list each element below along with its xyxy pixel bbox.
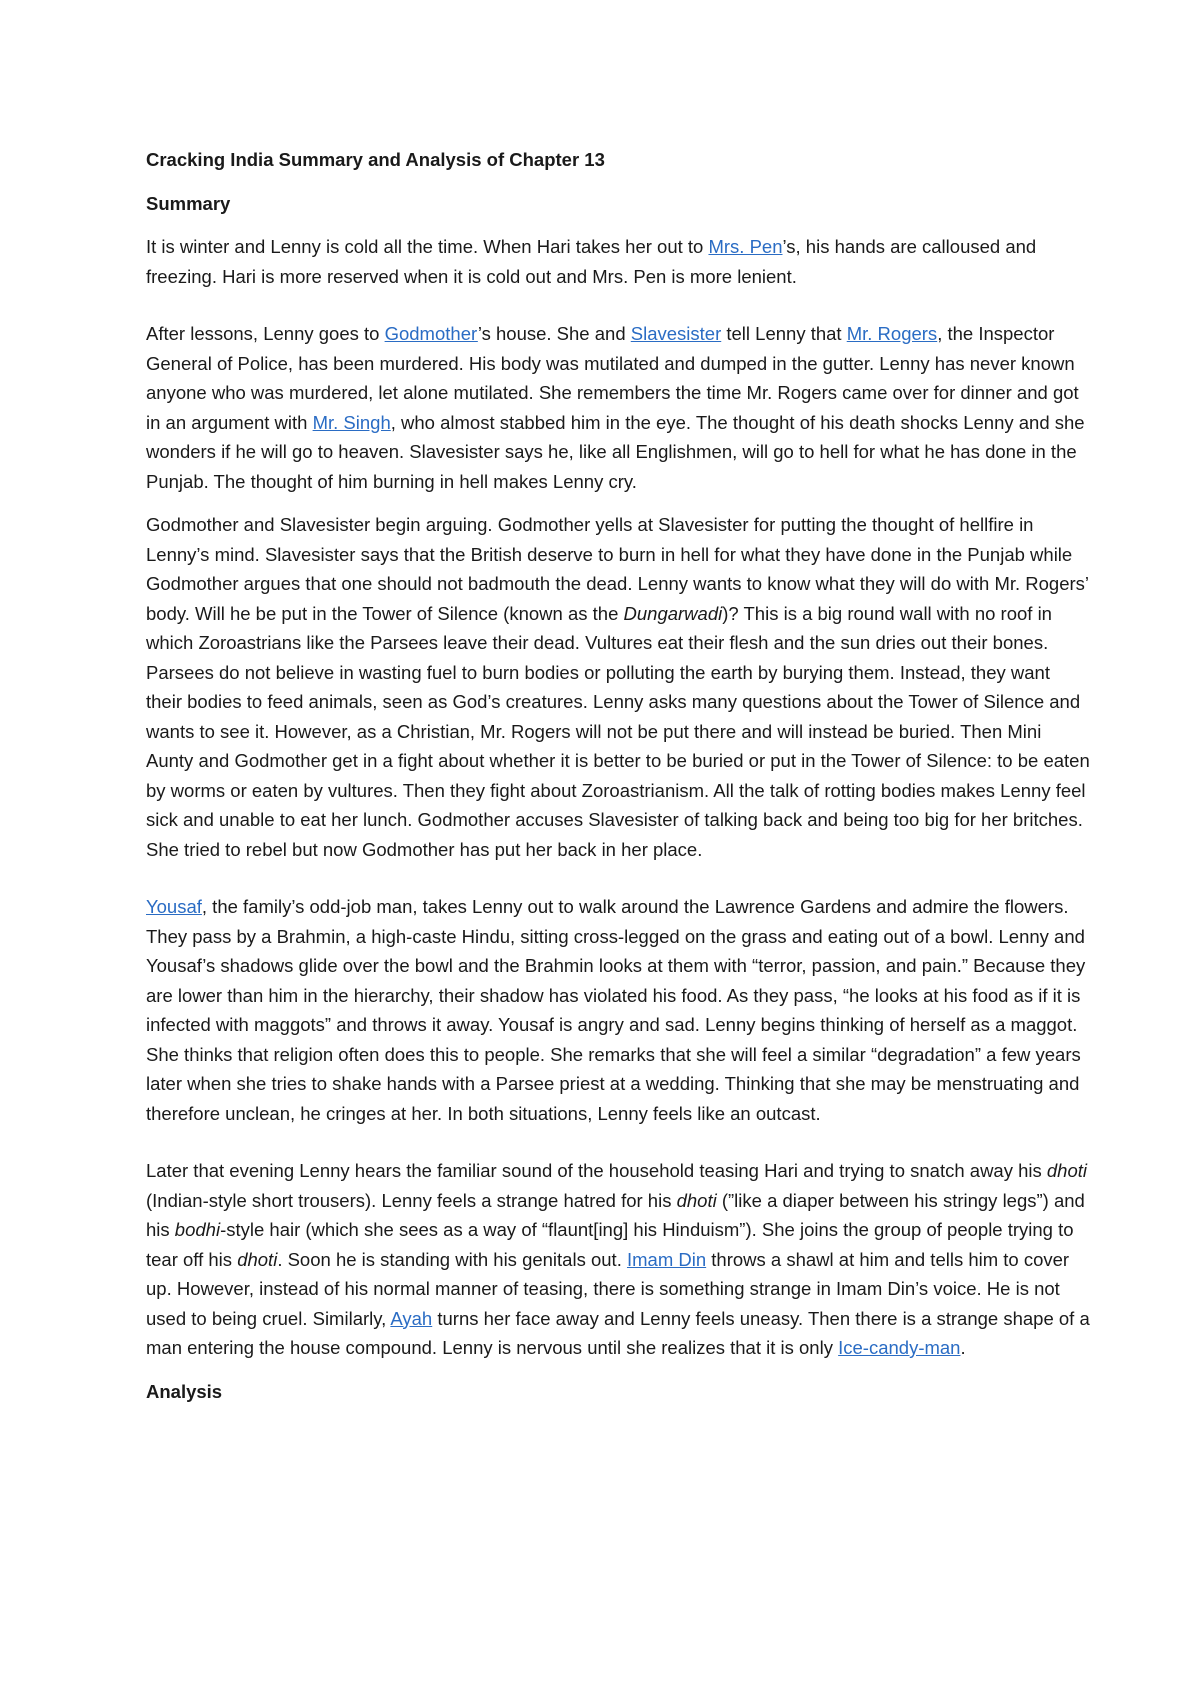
link-mr-rogers[interactable]: Mr. Rogers	[846, 323, 938, 344]
text-run: )? This is a big round wall with no roof in which Zoroastrians like the Parsees leave their dead. Vultures eat their flesh and the sun dries out their bones. Parsees do not believe in wasting fuel to burn bodies or polluting the earth by burying them. Instead, they want their bodies to feed animals, seen as God’s creatures. Lenny asks many questions about the Tower of Silence and wants to see it. However, as a Christian, Mr. Rogers will not be put there and will instead be buried. Then Mini Aunty and Godmother get in a fight about whether it is better to be buried or put in the Tower of Silence: to be eaten by worms or eaten by vultures. Then they fight about Zoroastrianism. All the talk of rotting bodies makes Lenny feel sick and unable to eat her lunch. Godmother accuses Slavesister of talking back and being too big for her britches. She tried to rebel but now Godmother has put her back in her place.	[146, 602, 1090, 860]
italic-term: bodhi	[174, 1219, 221, 1240]
paragraph-1	[146, 232, 1090, 291]
document-title: Cracking India Summary and Analysis of Chapter 13	[146, 149, 605, 170]
link-ice-candy-man[interactable]: Ice-candy-man	[838, 1337, 961, 1358]
italic-term: dhoti	[237, 1248, 278, 1270]
link-mrs-pen[interactable]: Mrs. Pen	[708, 236, 783, 257]
text-run: (”like a diaper between his stringy legs”) and his	[146, 1189, 1085, 1240]
italic-term: dhoti	[676, 1189, 717, 1211]
text-run: throws a shawl at him and tells him to cover up. However, instead of his normal manner of teasing, there is something strange in Imam Din’s voice. He is not used to being cruel. Similarly,	[146, 1248, 1070, 1329]
paragraph-2	[146, 319, 1090, 496]
text-run: , the family’s odd-job man, takes Lenny out to walk around the Lawrence Gardens and admire the flowers. They pass by a Brahmin, a high-caste Hindu, sitting cross-legged on the grass and eating out of a bowl. Lenny and Yousaf’s shadows glide over the bowl and the Brahmin looks at them with “terror, passion, and pain.” Because they are lower than him in the hierarchy, their shadow has violated his food. As they pass, “he looks at his food as if it is infected with maggots” and throws it away. Yousaf is angry and sad. Lenny begins thinking of herself as a maggot. She thinks that religion often does this to people. She remarks that she will feel a similar “degradation” a few years later when she tries to shake hands with a Parsee priest at a wedding. Thinking that she may be menstruating and therefore unclean, he cringes at her. In both situations, Lenny feels like an outcast.	[146, 896, 1086, 1124]
paragraph-3	[146, 510, 1090, 864]
text-run: It is winter and Lenny is cold all the time. When Hari takes her out to	[146, 236, 709, 257]
link-imam-din[interactable]: Imam Din	[626, 1248, 707, 1270]
paragraph-5	[146, 1156, 1090, 1363]
italic-term: dhoti	[1046, 1160, 1088, 1181]
link-slavesister[interactable]: Slavesister	[630, 323, 722, 344]
text-run: .	[960, 1337, 966, 1358]
text-run: , who almost stabbed him in the eye. The thought of his death shocks Lenny and she wonders if he will go to heaven. Slavesister says he, like all Englishmen, will go to hell for what he has done in the Punjab. The thought of him burning in hell makes Lenny cry.	[146, 411, 1085, 492]
link-mr-singh[interactable]: Mr. Singh	[312, 411, 391, 433]
paragraph-4	[146, 892, 1090, 1128]
italic-term: Dungarwadi	[623, 602, 723, 624]
text-run: tell Lenny that	[721, 323, 847, 344]
text-run: (Indian-style short trousers). Lenny feels a strange hatred for his	[146, 1189, 677, 1211]
analysis-heading: Analysis	[146, 1380, 223, 1402]
text-run: ’s, his hands are calloused and freezing. Hari is more reserved when it is cold out and Mrs. Pen is more lenient.	[146, 236, 1037, 287]
text-run: After lessons, Lenny goes to	[146, 323, 385, 344]
text-run: -style hair (which she sees as a way of “flaunt[ing] his Hinduism”). She joins the group of people trying to tear off his	[146, 1219, 1074, 1270]
link-ayah[interactable]: Ayah	[390, 1307, 433, 1329]
text-run: , the Inspector General of Police, has been murdered. His body was mutilated and dumped in the gutter. Lenny has never known anyone who was murdered, let alone mutilated. She remembers the time Mr. Rogers came over for dinner and got in an argument with	[146, 323, 1079, 433]
summary-heading: Summary	[146, 192, 231, 214]
link-yousaf[interactable]: Yousaf	[146, 896, 202, 917]
text-run: . Soon he is standing with his genitals out.	[277, 1248, 627, 1270]
text-run: turns her face away and Lenny feels uneasy. Then there is a strange shape of a man entering the house compound. Lenny is nervous until she realizes that it is only	[146, 1307, 1090, 1358]
link-godmother[interactable]: Godmother	[384, 323, 478, 344]
text-run: ’s house. She and	[477, 323, 631, 344]
text-run: Godmother and Slavesister begin arguing. Godmother yells at Slavesister for putting the thought of hellfire in Lenny’s mind. Slavesister says that the British deserve to burn in hell for what they have done in the Punjab while Godmother argues that one should not badmouth the dead. Lenny wants to know what they will do with Mr. Rogers’ body. Will he be put in the Tower of Silence (known as the	[146, 514, 1089, 624]
text-run: Later that evening Lenny hears the familiar sound of the household teasing Hari and trying to snatch away his	[146, 1160, 1047, 1181]
